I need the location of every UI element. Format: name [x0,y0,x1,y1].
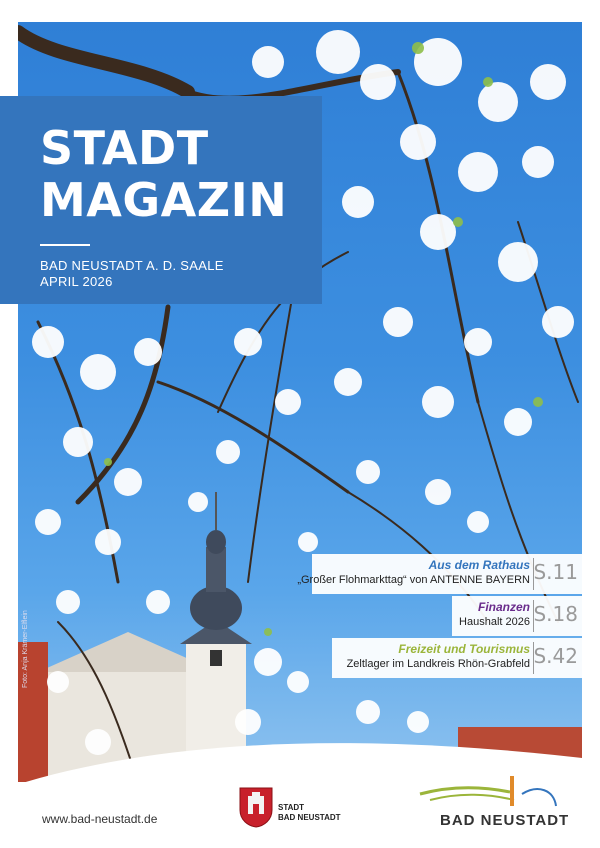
photo-credit: Foto: Anja Krämer-Elflein [22,610,29,688]
magazine-title [40,122,287,226]
teaser-category: Finanzen [477,600,530,614]
title-line-2: MAGAZIN [40,173,288,227]
stadt-label-line-1: STADT [278,803,305,812]
title-line-1: STADT [40,121,209,175]
teaser-page-number: S.18 [533,602,578,626]
teaser-finanzen[interactable] [452,596,582,636]
teaser-category: Aus dem Rathaus [428,558,530,572]
title-divider [40,244,90,246]
city-subtitle: BAD NEUSTADT A. D. SAALE [40,258,224,273]
teaser-freizeit[interactable] [332,638,582,678]
teaser-page-number: S.11 [533,560,578,584]
teaser-category: Freizeit und Tourismus [398,642,530,656]
city-crest-icon [238,786,274,828]
website-link[interactable]: www.bad-neustadt.de [42,812,158,826]
issue-date: APRIL 2026 [40,274,113,289]
stadt-label-line-2: BAD NEUSTADT [278,813,341,822]
teaser-description: Haushalt 2026 [459,616,530,628]
teaser-rathaus[interactable] [297,554,582,594]
logo-wordmark: BAD NEUSTADT [440,812,570,829]
teaser-description: „Großer Flohmarkttag“ von ANTENNE BAYERN [297,574,530,586]
masthead [0,96,322,304]
teaser-description: Zeltlager im Landkreis Rhön-Grabfeld [346,658,530,670]
teaser-page-number: S.42 [533,644,578,668]
stadt-label [278,803,341,823]
bad-neustadt-logo-icon [410,772,560,812]
